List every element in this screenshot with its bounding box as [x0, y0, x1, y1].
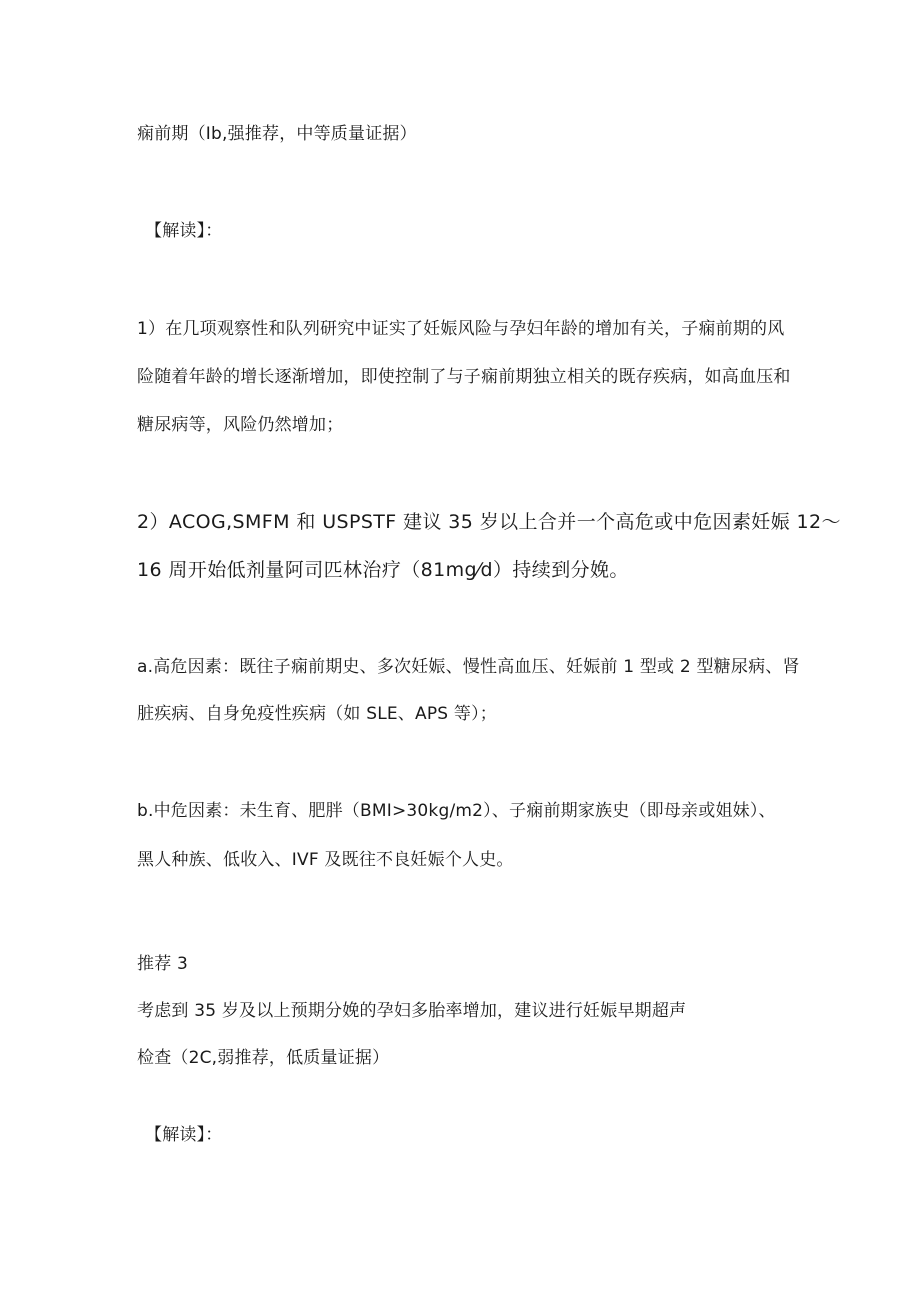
item-a-line-1: a.高危因素：既往子痫前期史、多次妊娠、慢性高血压、妊娠前 1 型或 2 型糖尿病、肾	[137, 657, 800, 677]
item-1-line-1: 1）在几项观察性和队列研究中证实了妊娠风险与孕妇年龄的增加有关，子痫前期的风	[137, 319, 785, 339]
recommendation-continuation: 痫前期（Ib,强推荐，中等质量证据）	[137, 124, 417, 144]
item-b-line-1: b.中危因素：未生育、肥胖（BMI>30kg/m2）、子痫前期家族史（即母亲或姐妹）、	[137, 801, 776, 821]
interpretation-heading: 【解读】：	[145, 221, 223, 241]
item-2-line-1: 2）ACOG,SMFM 和 USPSTF 建议 35 岁以上合并一个高危或中危因素妊娠 12～	[137, 511, 841, 533]
item-1-line-3: 糖尿病等，风险仍然增加；	[137, 415, 344, 435]
interpretation-heading-2: 【解读】：	[145, 1125, 223, 1145]
item-a-line-2: 脏疾病、自身免疫性疾病（如 SLE、APS 等）；	[137, 704, 497, 724]
recommendation-3-line-2: 检查（2C,弱推荐，低质量证据）	[137, 1048, 390, 1068]
item-2-line-2: 16 周开始低剂量阿司匹林治疗（81mg⁄d）持续到分娩。	[137, 559, 629, 581]
item-b-line-2: 黑人种族、低收入、IVF 及既往不良妊娠个人史。	[137, 850, 514, 870]
recommendation-3-title: 推荐 3	[137, 954, 189, 974]
recommendation-3-line-1: 考虑到 35 岁及以上预期分娩的孕妇多胎率增加，建议进行妊娠早期超声	[137, 1001, 687, 1021]
item-1-line-2: 险随着年龄的增长逐渐增加，即使控制了与子痫前期独立相关的既存疾病，如高血压和	[137, 367, 791, 387]
